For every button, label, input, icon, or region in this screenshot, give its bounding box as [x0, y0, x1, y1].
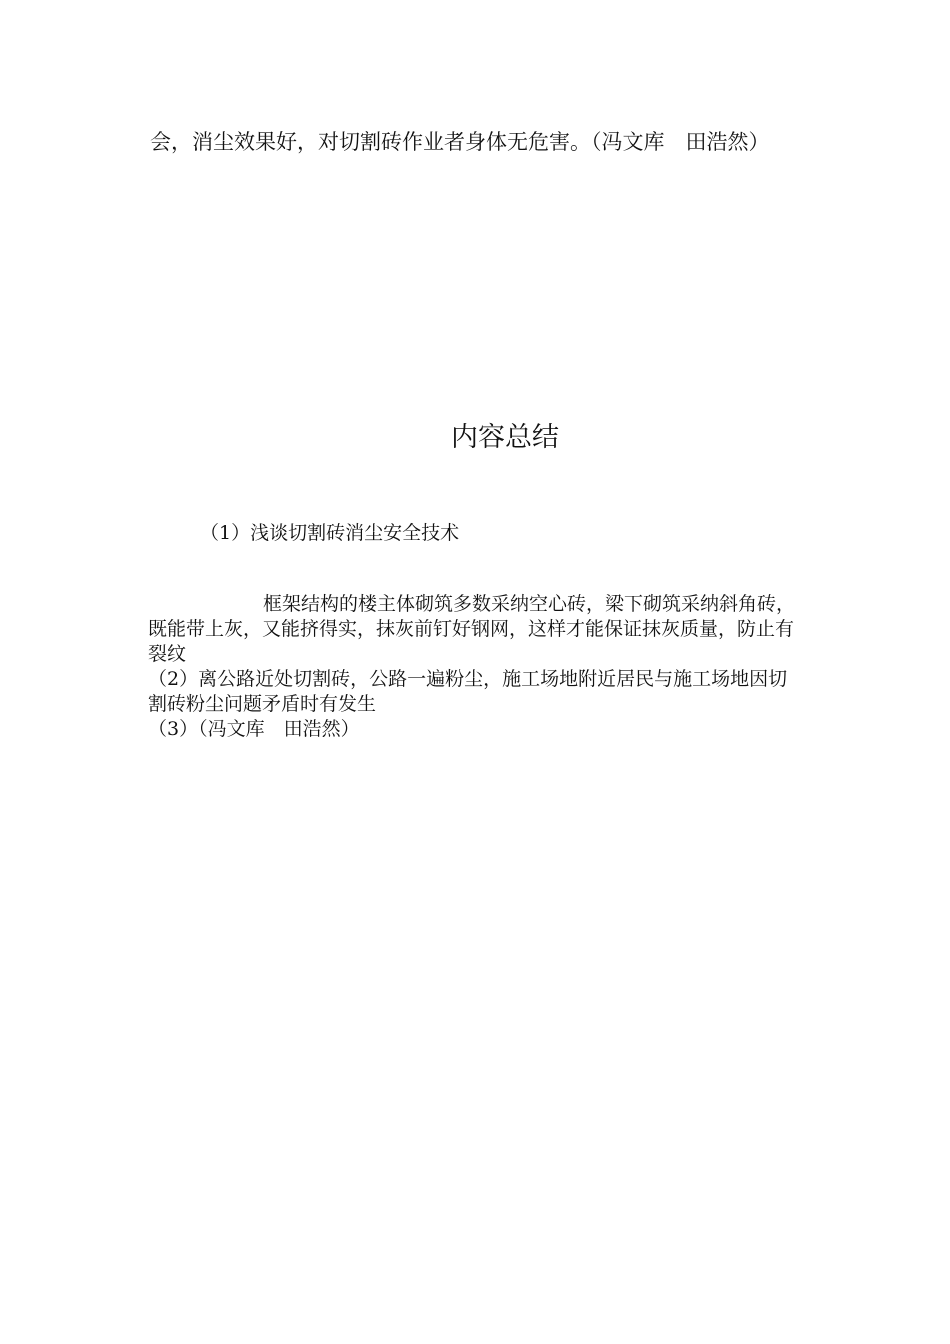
- top-paragraph: 会，消尘效果好，对切割砖作业者身体无危害。（冯文库 田浩然）: [150, 130, 770, 154]
- summary-title: 内容总结: [451, 422, 559, 453]
- summary-item-3: （3）（冯文库 田浩然）: [148, 718, 360, 740]
- summary-item-2: （2）离公路近处切割砖，公路一遍粉尘，施工场地附近居民与施工场地因切割砖粉尘问题矛盾时有发生: [148, 668, 788, 715]
- summary-body-paragraph: 框架结构的楼主体砌筑多数采纳空心砖，梁下砌筑采纳斜角砖，既能带上灰，又能挤得实，抹灰前钉好钢网，这样才能保证抹灰质量，防止有裂纹: [148, 593, 796, 665]
- summary-body: [148, 592, 796, 742]
- summary-item-1: （1）浅谈切割砖消尘安全技术: [200, 522, 460, 544]
